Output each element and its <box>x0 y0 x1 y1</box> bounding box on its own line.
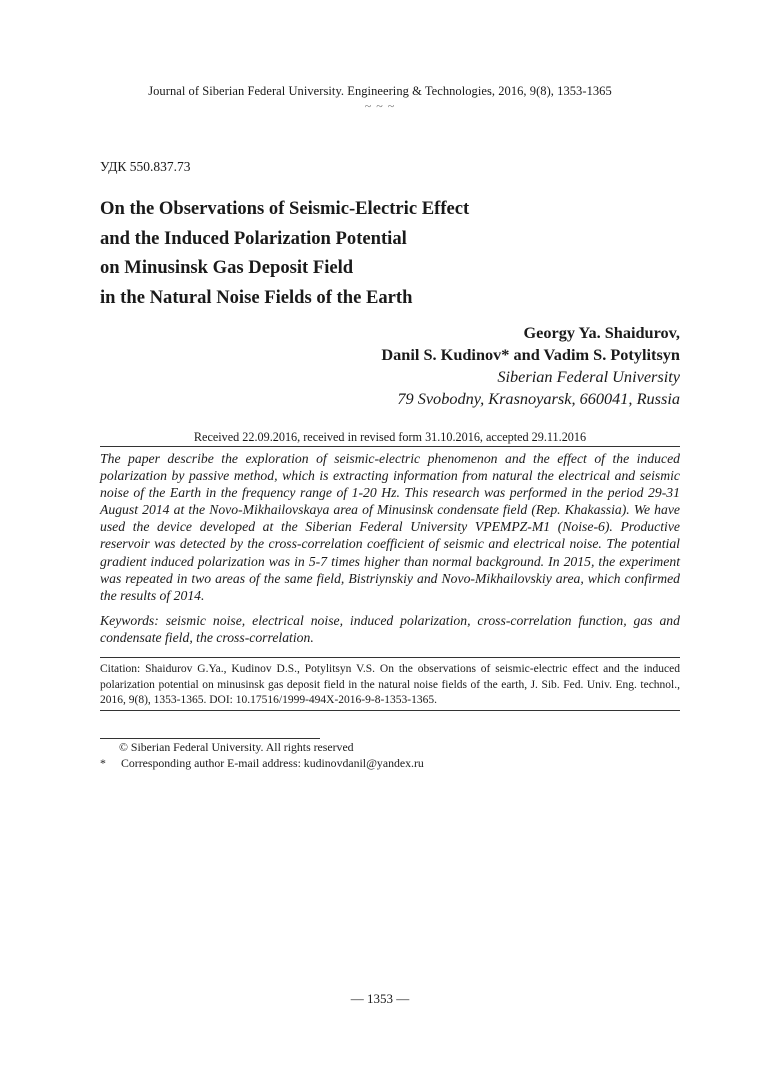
received-dates: Received 22.09.2016, received in revised form 31.10.2016, accepted 29.11.2016 <box>193 430 587 444</box>
author-block <box>381 322 680 410</box>
page-number: — 1353 — <box>350 991 410 1006</box>
title-line: in the Natural Noise Fields of the Earth <box>100 286 413 308</box>
author-line-2: Danil S. Kudinov* and Vadim S. Potylitsyn <box>381 345 680 364</box>
header-ornament: ~ ~ ~ <box>364 99 396 113</box>
journal-header: Journal of Siberian Federal University. Engineering & Technologies, 2016, 9(8), 1353-1365 <box>148 84 612 98</box>
divider <box>100 710 680 711</box>
corresponding-author-email: Corresponding author E-mail address: kudinovdanil@yandex.ru <box>121 756 424 770</box>
title-line: and the Induced Polarization Potential <box>100 227 407 249</box>
title-line: on Minusinsk Gas Deposit Field <box>100 257 354 278</box>
footnote-corresponding <box>100 756 424 771</box>
author-line-1: Georgy Ya. Shaidurov, <box>523 323 680 342</box>
footnote-rule <box>100 738 320 739</box>
address: 79 Svobodny, Krasnoyarsk, 660041, Russia <box>397 389 680 408</box>
paper-title <box>100 194 700 312</box>
affiliation: Siberian Federal University <box>497 367 680 386</box>
udk-code: УДК 550.837.73 <box>100 159 191 174</box>
abstract: The paper describe the exploration of seismic-electric phenomenon and the effect of the induced polarization by passive method, which is extracting information from natural the electrical and seismic noise of the Earth in the frequency range of 1-20 Hz. This research was performed in the period 29-31 August 2014 at the Novo-Mikhailovskaya area of Minusinsk condensate field (Rep. Khakassia). We have used the device developed at the Siberian Federal University VPEMPZ-M1 (Noise-6). Productive reservoir was detected by the cross-correlation coefficient of seismic and electrical noise. The potential gradient induced polarization was in 5-7 times higher than normal background. In 2015, the experiment was repeated in two areas of the same field, Bistriynskiy and Novo-Mikhailovskiy area, which confirmed the results of 2014. <box>100 451 680 603</box>
divider <box>100 657 680 658</box>
footnote-copyright: © Siberian Federal University. All rights reserved <box>119 740 354 754</box>
footnote-star: * <box>100 756 106 770</box>
title-line: On the Observations of Seismic-Electric Effect <box>100 198 470 219</box>
divider <box>100 446 680 447</box>
citation: Citation: Shaidurov G.Ya., Kudinov D.S., Potylitsyn V.S. On the observations of seismic-electric effect and the induced polarization potential on minusinsk gas deposit field in the natural noise fields of the earth, J. Sib. Fed. Univ. Eng. technol., 2016, 9(8), 1353-1365. DOI: 10.17516/1999-494X-2016-9-8-1353-1365. <box>100 663 680 706</box>
keywords: Keywords: seismic noise, electrical noise, induced polarization, cross-correlation function, gas and condensate field, the cross-correlation. <box>100 613 680 646</box>
